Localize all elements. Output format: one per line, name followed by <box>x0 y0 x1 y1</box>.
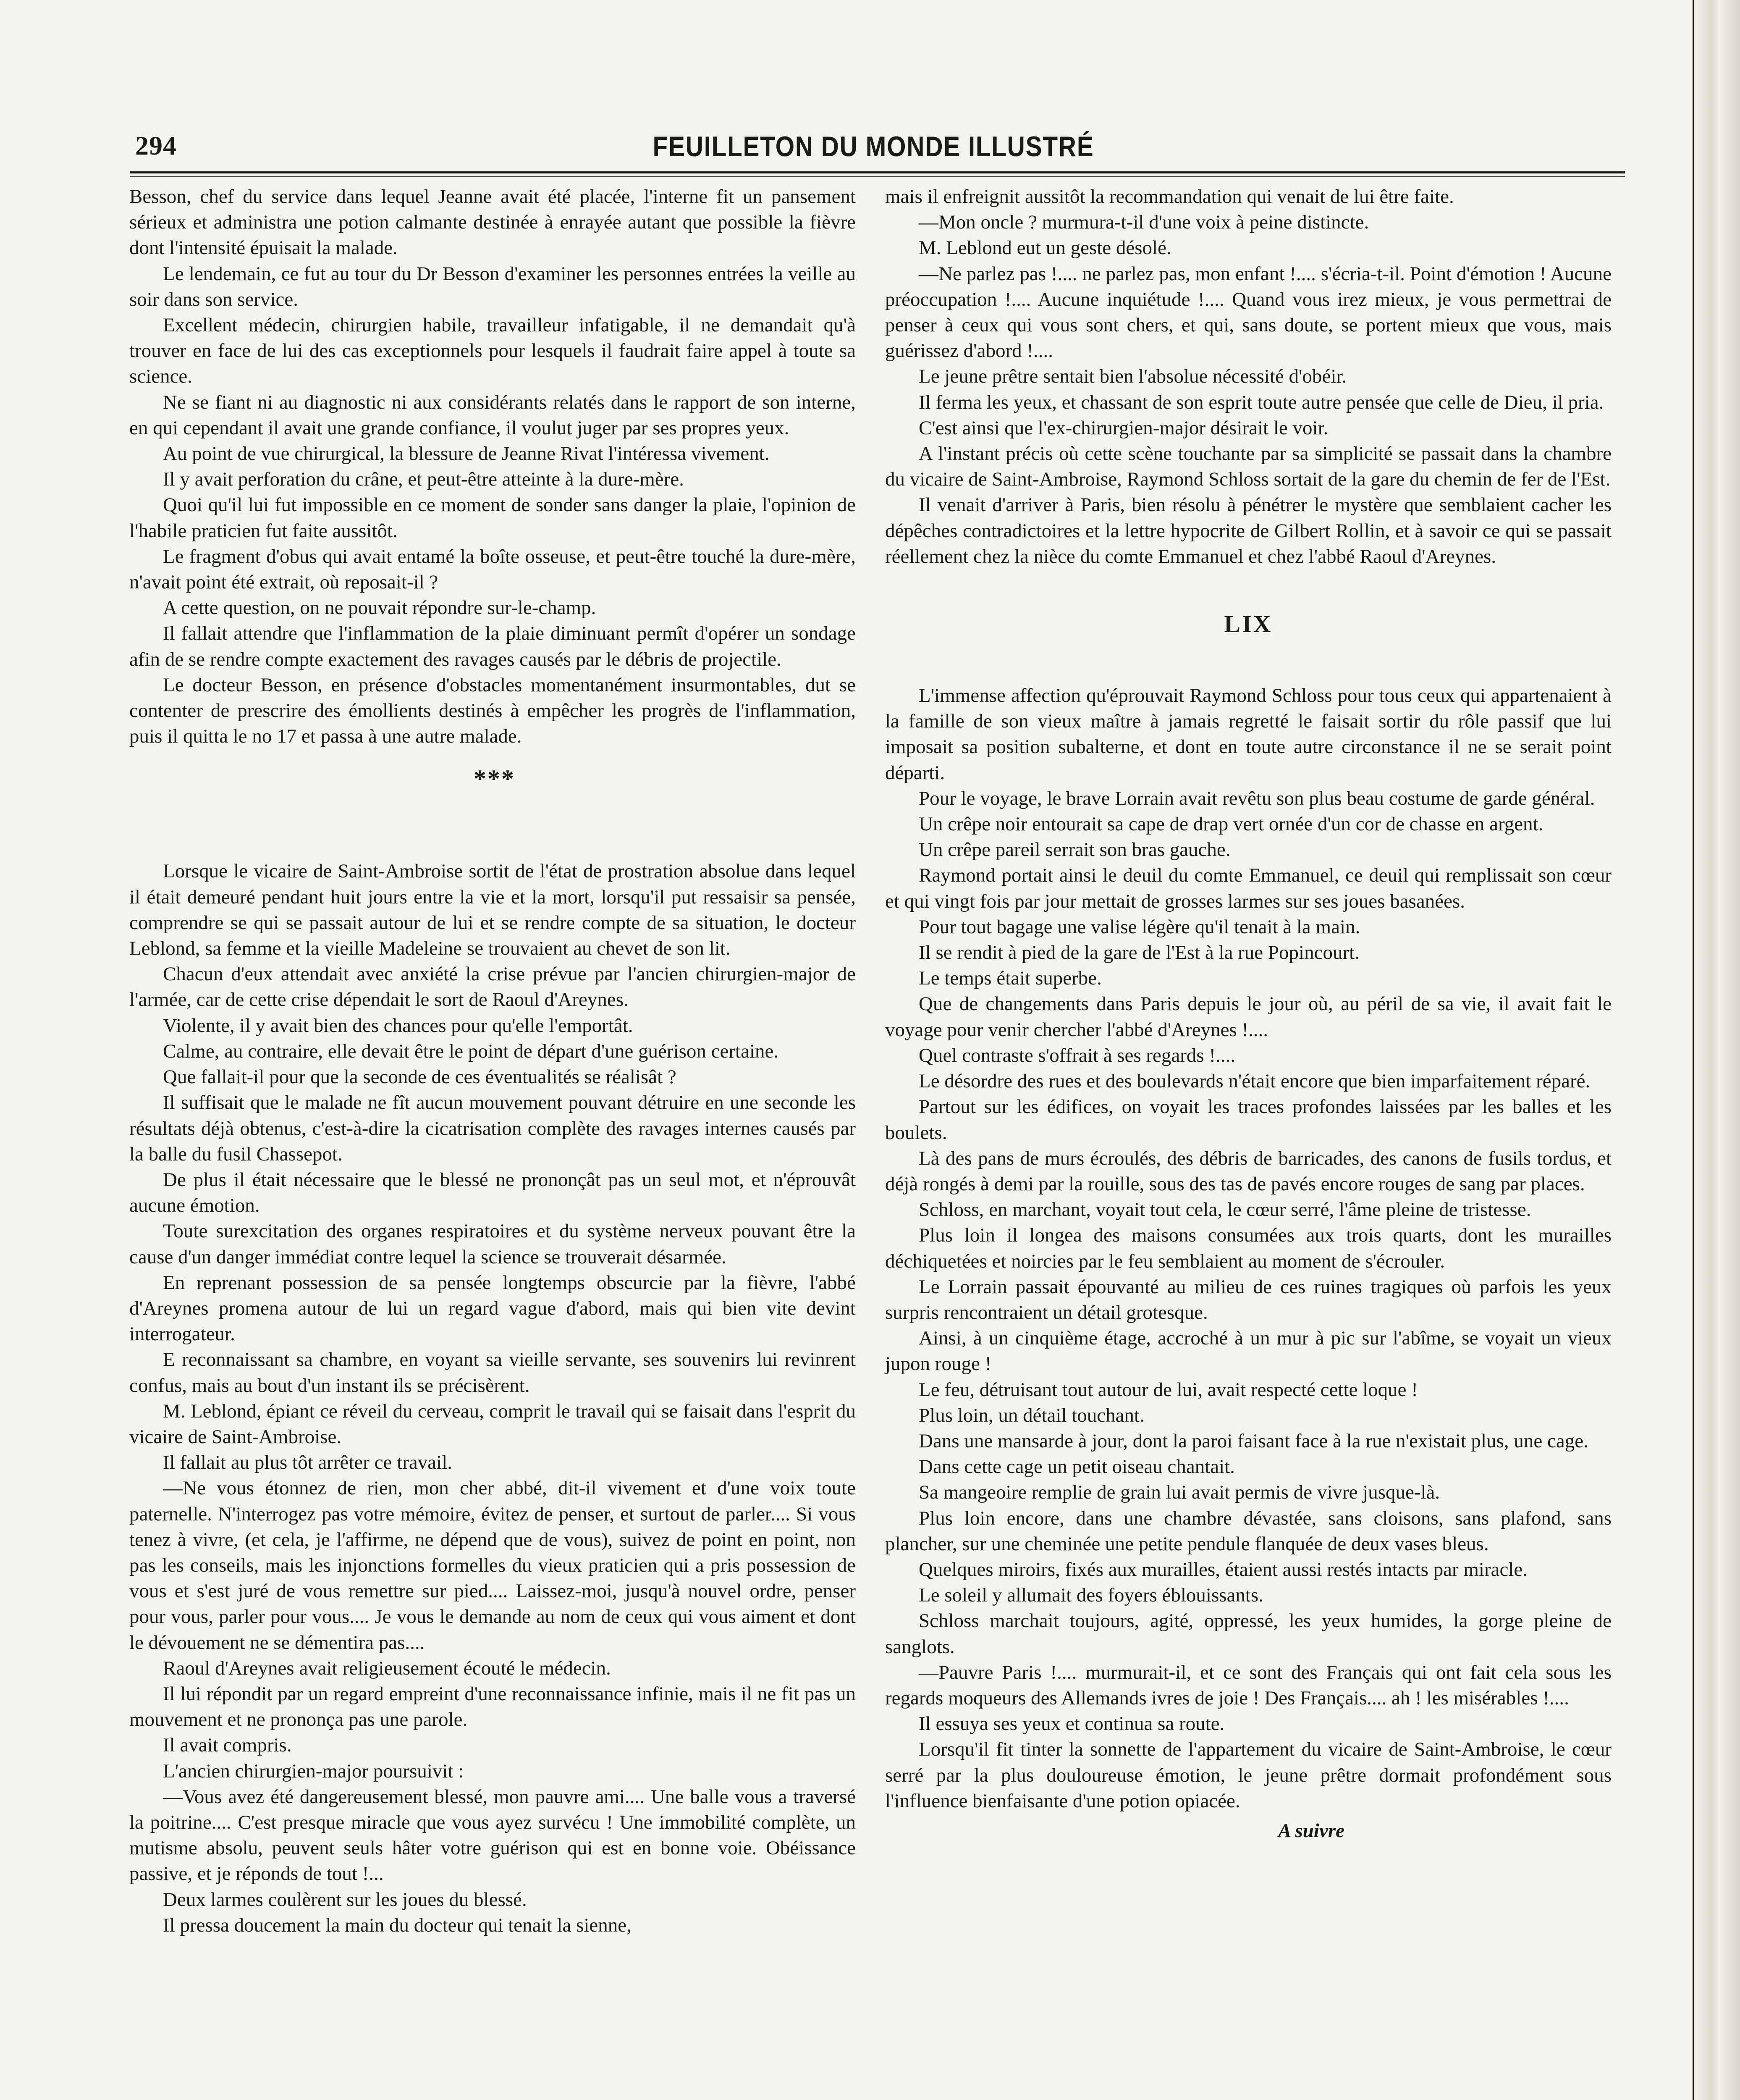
paragraph: M. Leblond eut un geste désolé. <box>919 237 1171 259</box>
paragraph: A l'instant précis où cette scène touchante par sa simplicité se passait dans la chambre du vicaire de Saint-Ambroise, Raymond Schloss sortait de la gare du chemin de fer de l'Est. <box>885 443 1612 491</box>
paragraph: Pour le voyage, le brave Lorrain avait revêtu son plus beau costume de garde général. <box>919 787 1595 809</box>
paragraph: Le docteur Besson, en présence d'obstacles momentanément insurmontables, dut se contenter de prescrire des émollients destinés à empêcher les progrès de l'inflammation, puis il quitta le no 17 et passa à une autre malade. <box>129 674 856 748</box>
left-column <box>129 184 856 1938</box>
paragraph: L'ancien chirurgien-major poursuivit : <box>163 1760 464 1782</box>
paragraph: Que fallait-il pour que la seconde de ces éventualités se réalisât ? <box>163 1066 676 1088</box>
paragraph: De plus il était nécessaire que le blessé ne prononçât pas un seul mot, et n'éprouvât aucune émotion. <box>129 1168 856 1217</box>
paragraph: Plus loin encore, dans une chambre dévastée, sans cloisons, sans plafond, sans plancher, sur une cheminée une petite pendule flanquée de deux vases bleus. <box>885 1507 1612 1555</box>
paragraph: Il se rendit à pied de la gare de l'Est à la rue Popincourt. <box>919 942 1360 964</box>
paragraph: Il essuya ses yeux et continua sa route. <box>919 1713 1225 1735</box>
paragraph: Ne se fiant ni au diagnostic ni aux considérants relatés dans le rapport de son interne, en qui cependant il avait une grande confiance, il voulut juger par ses propres yeux. <box>129 391 856 439</box>
paragraph: Violente, il y avait bien des chances pour qu'elle l'emportât. <box>163 1014 633 1037</box>
paragraph: —Ne parlez pas !.... ne parlez pas, mon enfant !.... s'écria-t-il. Point d'émotion ! Aucune préoccupation !.... Aucune inquiétude !.... Quand vous irez mieux, je vous permettrai de penser à ceux qui vous sont chers, et qui, sans doute, se portent mieux que vous, mais guérissez d'abord !.... <box>885 262 1612 362</box>
paragraph: Excellent médecin, chirurgien habile, travailleur infatigable, il ne demandait qu'à trouver en face de lui des cas exceptionnels pour lesquels il faudrait faire appel à toute sa science. <box>129 314 856 388</box>
paragraph: Lorsqu'il fit tinter la sonnette de l'appartement du vicaire de Saint-Ambroise, le cœur serré par la plus douloureuse émotion, le jeune prêtre dormait profondément sous l'influence bienfaisante d'une potion opiacée. <box>885 1738 1612 1812</box>
paragraph: Pour tout bagage une valise légère qu'il tenait à la main. <box>919 916 1360 938</box>
paragraph: Le fragment d'obus qui avait entamé la boîte osseuse, et peut-être touché la dure-mère, n'avait point été extrait, où reposait-il ? <box>129 545 856 593</box>
paragraph: Raoul d'Areynes avait religieusement écouté le médecin. <box>163 1657 611 1679</box>
paragraph: Il fallait au plus tôt arrêter ce travail. <box>163 1452 453 1474</box>
paragraph: Il suffisait que le malade ne fît aucun mouvement pouvant détruire en une seconde les résultats déjà obtenus, c'est-à-dire la cicatrisation complète des ravages internes causés par la balle du fusil Chassepot. <box>129 1092 856 1165</box>
paragraph: Lorsque le vicaire de Saint-Ambroise sortit de l'état de prostration absolue dans lequel il était demeuré pendant huit jours entre la vie et la mort, lorsqu'il put ressaisir sa pensée, comprendre se qui se passait autour de lui et se rendre compte de sa situation, le docteur Leblond, sa femme et la vieille Madeleine se trouvaient au chevet de son lit. <box>129 860 856 960</box>
paragraph: Plus loin il longea des maisons consumées aux trois quarts, dont les murailles déchiquetées et noircies par le feu semblaient au moment de s'écrouler. <box>885 1224 1612 1272</box>
paragraph: Un crêpe noir entourait sa cape de drap vert ornée d'un cor de chasse en argent. <box>919 813 1543 835</box>
paragraph: Calme, au contraire, elle devait être le point de départ d'une guérison certaine. <box>163 1040 779 1062</box>
paragraph: —Mon oncle ? murmura-t-il d'une voix à peine distincte. <box>919 211 1369 234</box>
paragraph: Le soleil y allumait des foyers éblouissants. <box>919 1584 1264 1606</box>
paragraph: Partout sur les édifices, on voyait les traces profondes laissées par les balles et les boulets. <box>885 1096 1612 1144</box>
separator-spacer <box>129 821 856 858</box>
paragraph: Besson, chef du service dans lequel Jeanne avait été placée, l'interne fit un pansement sérieux et administra une potion calmante destinée à enrayée autant que possible la fièvre dont l'intensité épuisait la malade. <box>129 186 856 259</box>
paragraph: Il pressa doucement la main du docteur qui tenait la sienne, <box>163 1914 632 1936</box>
paragraph: Que de changements dans Paris depuis le jour où, au péril de sa vie, il avait fait le voyage pour venir chercher l'abbé d'Areynes !.... <box>885 993 1612 1041</box>
section-separator: * * * <box>474 765 511 793</box>
chapter-heading: LIX <box>1224 610 1273 638</box>
paragraph: Quoi qu'il lui fut impossible en ce moment de sonder sans danger la plaie, l'opinion de l'habile praticien fut faite aussitôt. <box>129 494 856 542</box>
paragraph: Schloss, en marchant, voyait tout cela, le cœur serré, l'âme pleine de tristesse. <box>919 1199 1531 1221</box>
right-column <box>885 184 1612 1844</box>
paragraph: En reprenant possession de sa pensée longtemps obscurcie par la fièvre, l'abbé d'Areynes promena autour de lui un regard vague d'abord, mais qui bien vite devint interrogateur. <box>129 1271 856 1345</box>
paragraph: Le jeune prêtre sentait bien l'absolue nécessité d'obéir. <box>919 365 1347 388</box>
paragraph: —Ne vous étonnez de rien, mon cher abbé, dit-il vivement et d'une voix toute paternelle. N'interrogez pas votre mémoire, évitez de penser, et surtout de parler.... Si vous tenez à vivre, (et cela, je l'affirme, ne dépend que de vous), suivez de point en point, non pas les conseils, mais les injonctions formelles du vieux praticien qui a pris possession de vous et s'est juré de vous remettre sur pied.... Laissez-moi, jusqu'à nouvel ordre, penser pour vous, parler pour vous.... Je vous le demande au nom de ceux qui vous aiment et dont le dévouement ne se démentira pas.... <box>129 1477 856 1654</box>
paragraph: Toute surexcitation des organes respiratoires et du système nerveux pouvant être la cause d'un danger immédiat contre lequel la science se trouverait désarmée. <box>129 1220 856 1268</box>
paragraph: Plus loin, un détail touchant. <box>919 1404 1145 1426</box>
paragraph: Le feu, détruisant tout autour de lui, avait respecté cette loque ! <box>919 1378 1418 1401</box>
paragraph: Il avait compris. <box>163 1734 292 1756</box>
paragraph: —Vous avez été dangereusement blessé, mon pauvre ami.... Une balle vous a traversé la poitrine.... C'est presque miracle que vous ayez survécu ! Une immobilité complète, un mutisme absolu, peuvent seuls hâter votre guérison qui est en bonne voie. Obéissance passive, et je réponds de tout !... <box>129 1785 856 1885</box>
paragraph: Là des pans de murs écroulés, des débris de barricades, des canons de fusils tordus, et déjà rongés à demi par la rouille, sous des tas de pavés encore rouges de sang par places. <box>885 1147 1612 1195</box>
page-edge-shadow <box>1693 0 1740 2100</box>
paragraph: Quel contraste s'offrait à ses regards !.... <box>919 1044 1236 1066</box>
paragraph: L'immense affection qu'éprouvait Raymond Schloss pour tous ceux qui appartenaient à la famille de son vieux maître à jamais regretté le faisait sortir du rôle passif que lui imposait sa position subalterne, et dont en toute autre circonstance il ne se serait point départi. <box>885 685 1612 784</box>
paragraph: Au point de vue chirurgical, la blessure de Jeanne Rivat l'intéressa vivement. <box>163 443 770 465</box>
paragraph: Un crêpe pareil serrait son bras gauche. <box>919 839 1231 861</box>
paragraph: Il fallait attendre que l'inflammation de la plaie diminuant permît d'opérer un sondage afin de se rendre compte exactement des ravages causés par le débris de projectile. <box>129 622 856 670</box>
paragraph: Dans une mansarde à jour, dont la paroi faisant face à la rue n'existait plus, une cage. <box>919 1430 1588 1452</box>
paragraph: Le désordre des rues et des boulevards n'était encore que bien imparfaitement réparé. <box>919 1070 1591 1092</box>
paragraph: C'est ainsi que l'ex-chirurgien-major désirait le voir. <box>919 417 1329 439</box>
paragraph: Schloss marchait toujours, agité, oppressé, les yeux humides, la gorge pleine de sanglots. <box>885 1610 1612 1658</box>
header-rule-thin <box>130 176 1625 177</box>
paragraph: Il lui répondit par un regard empreint d'une reconnaissance infinie, mais il ne fit pas un mouvement et ne prononça pas une parole. <box>129 1683 856 1731</box>
page-number: 294 <box>135 131 177 160</box>
paragraph: Dans cette cage un petit oiseau chantait. <box>919 1456 1235 1478</box>
paragraph: Il venait d'arriver à Paris, bien résolu à pénétrer le mystère que semblaient cacher les dépêches contradictoires et la lettre hypocrite de Gilbert Rollin, et à savoir ce qui se passait réellement chez la nièce du comte Emmanuel et chez l'abbé Raoul d'Areynes. <box>885 494 1612 567</box>
paragraph: —Pauvre Paris !.... murmurait-il, et ce sont des Français qui ont fait cela sous les regards moqueurs des Allemands ivres de joie ! Des Français.... ah ! les misérables !.... <box>885 1661 1612 1709</box>
paragraph: Le Lorrain passait épouvanté au milieu de ces ruines tragiques où parfois les yeux surpris rencontraient un détail grotesque. <box>885 1276 1612 1323</box>
paragraph: Ainsi, à un cinquième étage, accroché à un mur à pic sur l'abîme, se voyait un vieux jupon rouge ! <box>885 1327 1612 1375</box>
paragraph: Chacun d'eux attendait avec anxiété la crise prévue par l'ancien chirurgien-major de l'armée, car de cette crise dépendait le sort de Raoul d'Areynes. <box>129 963 856 1011</box>
page-header <box>126 126 1621 172</box>
paragraph: Le temps était superbe. <box>919 967 1102 990</box>
paragraph: M. Leblond, épiant ce réveil du cerveau, comprit le travail qui se faisait dans l'esprit du vicaire de Saint-Ambroise. <box>129 1400 856 1448</box>
paragraph: Il y avait perforation du crâne, et peut-être atteinte à la dure-mère. <box>163 468 684 491</box>
paragraph: Il ferma les yeux, et chassant de son esprit toute autre pensée que celle de Dieu, il pria. <box>919 391 1604 413</box>
running-title: FEUILLETON DU MONDE ILLUSTRÉ <box>652 131 1094 163</box>
paragraph: A cette question, on ne pouvait répondre sur-le-champ. <box>163 597 596 619</box>
header-rule <box>130 171 1625 173</box>
paragraph: mais il enfreignit aussitôt la recommandation qui venait de lui être faite. <box>885 186 1454 207</box>
paragraph: Sa mangeoire remplie de grain lui avait permis de vivre jusque-là. <box>919 1481 1440 1504</box>
paragraph: Le lendemain, ce fut au tour du Dr Besson d'examiner les personnes entrées la veille au soir dans son service. <box>129 262 856 310</box>
paragraph: E reconnaissant sa chambre, en voyant sa vieille servante, ses souvenirs lui revinrent confus, mais au bout d'un instant ils se précisèrent. <box>129 1349 856 1396</box>
paragraph: Quelques miroirs, fixés aux murailles, étaient aussi restés intacts par miracle. <box>919 1558 1528 1580</box>
paragraph: Raymond portait ainsi le deuil du comte Emmanuel, ce deuil qui remplissait son cœur et qui vingt fois par jour mettait de grosses larmes sur ses joues basanées. <box>885 864 1612 912</box>
paragraph: Deux larmes coulèrent sur les joues du blessé. <box>163 1888 527 1911</box>
to-be-continued: A suivre <box>1278 1819 1344 1842</box>
